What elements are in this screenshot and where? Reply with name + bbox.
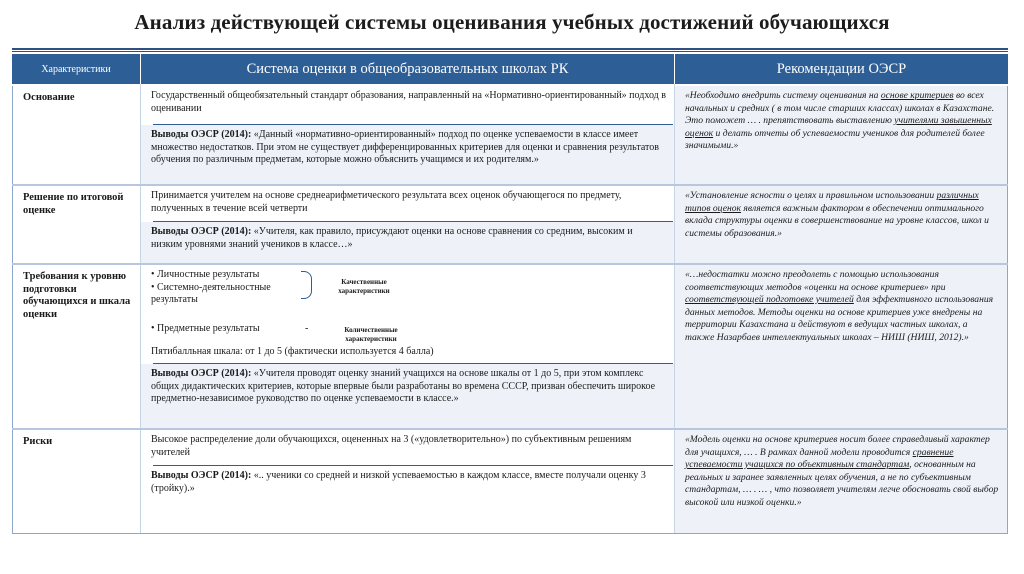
rec-underlined: различных типов оценок	[685, 190, 979, 214]
oecd-findings-lead: Выводы ОЭСР (2014):	[151, 368, 252, 379]
oecd-findings-lead: Выводы ОЭСР (2014):	[151, 470, 252, 481]
row-label-requirements: Требования к уровню подготовки обучающихся и шкала оценки	[12, 265, 140, 428]
bullet-activity-results: • Системно-деятельностные результаты	[151, 282, 301, 307]
oecd-findings-requirements	[141, 364, 674, 428]
header-rk-system: Система оценки в общеобразовательных школах РК	[141, 54, 674, 84]
row-label-risks: Риски	[12, 430, 140, 533]
rec-underlined: соответствующей подготовке учителей	[685, 294, 854, 305]
system-text-final-grade: Принимается учителем на основе среднеарифметического результата всех оценок обучающегося по предмету, полученных в течение всей четверти	[141, 186, 674, 221]
row-label-basis: Основание	[12, 86, 140, 184]
rec-underlined: учителями завышенных оценок	[685, 115, 992, 139]
rec-text: для эффективного использования данных методов. Методы оценки на основе критериев уже внедрены на территории Казахстана и действуют в ведущих частных школах, а также Назарбаев интеллектуальных школах – НИШ (НИШ, 2012).»	[685, 294, 994, 343]
title-rule-thin	[12, 51, 1008, 52]
recommendation-final-grade	[675, 186, 1008, 263]
rec-text: и делать отчеты об успеваемости учеников для родителей более значимыми.»	[685, 127, 985, 151]
comparison-table	[12, 54, 1008, 534]
rec-text: «…недостатки можно преодолеть с помощью использования соответствующих методов «оценки на основе критериев» при	[685, 269, 946, 293]
system-text-risks: Высокое распределение доли обучающихся, оцененных на 3 («удовлетворительно») по субъективным решениям учителей	[141, 430, 674, 465]
oecd-findings-lead: Выводы ОЭСР (2014):	[151, 129, 252, 140]
header-characteristics: Характеристики	[12, 54, 140, 84]
oecd-findings-text: «Данный «нормативно-ориентированный» подход по оценке успеваемости в классе имеет множество недостатков. При этом не существует дифференцированных критериев для оценки и сравнения результатов обучения по различным предметам, которые можно объяснить учащимся и их родителям.»	[151, 129, 659, 165]
recommendation-basis	[675, 86, 1008, 184]
dash-mark: -	[305, 323, 309, 334]
page-title: Анализ действующей системы оценивания учебных достижений обучающихся	[134, 10, 890, 34]
rec-text: «Модель оценки на основе критериев носит более справедливый характер для учащихся, … . В рамках данной модели проводится	[685, 434, 990, 458]
row-label-final-grade: Решение по итоговой оценке	[12, 186, 140, 263]
oecd-findings-text: «Учителя, как правило, присуждают оценки на основе сравнения со средним, высоким и низким уровнями знаний учеников в классе…»	[151, 226, 633, 250]
system-text-basis: Государственный общеобязательный стандарт образования, направленный на «Нормативно-ориентированный» подход в оценивании	[141, 86, 674, 124]
qualitative-brace	[301, 271, 312, 299]
rec-underlined: сравнение успеваемости учащихся по объективным стандартам	[685, 446, 954, 470]
rec-text: , основанным на реальных и заранее заявленных целях обучения, а не по субъективным стандартам, … . … , что позволяет учителям легче обосновать свой выбор высокой или низкой оценки.»	[685, 459, 999, 508]
system-requirements	[141, 265, 674, 363]
tag-quantitative: Количественные характеристики	[344, 326, 398, 343]
oecd-findings-text: «Учителя проводят оценку знаний учащихся на основе шкалы от 1 до 5, при этом комплекс общих дидактических критериев, которые впервые были разработаны во времена СССР, призван обеспечить широкое предметно-независимое руководство по оценке успеваемости в классе.»	[151, 368, 656, 404]
oecd-findings-risks	[141, 466, 674, 533]
rec-text: во всех начальных и средних ( в том числе старших классах) школах в Казахстане. Это поможет … . препятствовать выставлению	[685, 90, 995, 126]
rec-text: является важным фактором в обеспечении оптимального вклада структуры оценки в совершенствование на уровне классов, школ и системы образования.»	[685, 202, 989, 239]
oecd-findings-lead: Выводы ОЭСР (2014):	[151, 226, 252, 237]
tag-qualitative: Качественные характеристики	[338, 278, 390, 295]
oecd-findings-text: «.. ученики со средней и низкой успеваемостью в каждом классе, вместе получали оценку 3 (тройку).»	[151, 470, 646, 494]
bullet-subject-results: • Предметные результаты	[151, 323, 311, 336]
oecd-findings-final-grade	[141, 222, 674, 263]
recommendation-requirements	[675, 265, 1008, 428]
title-rule	[12, 48, 1008, 50]
grading-scale: Пятибалльная шкала: от 1 до 5 (фактически используется 4 балла)	[151, 346, 434, 357]
bullet-personal-results: • Личностные результаты	[151, 269, 301, 282]
rec-text: «Необходимо внедрить систему оценивания на	[685, 90, 881, 101]
table-bottom-border	[12, 533, 1008, 534]
oecd-findings-basis	[141, 125, 674, 184]
rec-text: «Установление ясности о целях и правильном использовании	[685, 190, 937, 201]
recommendation-risks	[675, 430, 1008, 533]
header-oecd-recommendations: Рекомендации ОЭСР	[675, 54, 1008, 84]
rec-underlined: основе критериев	[880, 90, 954, 101]
